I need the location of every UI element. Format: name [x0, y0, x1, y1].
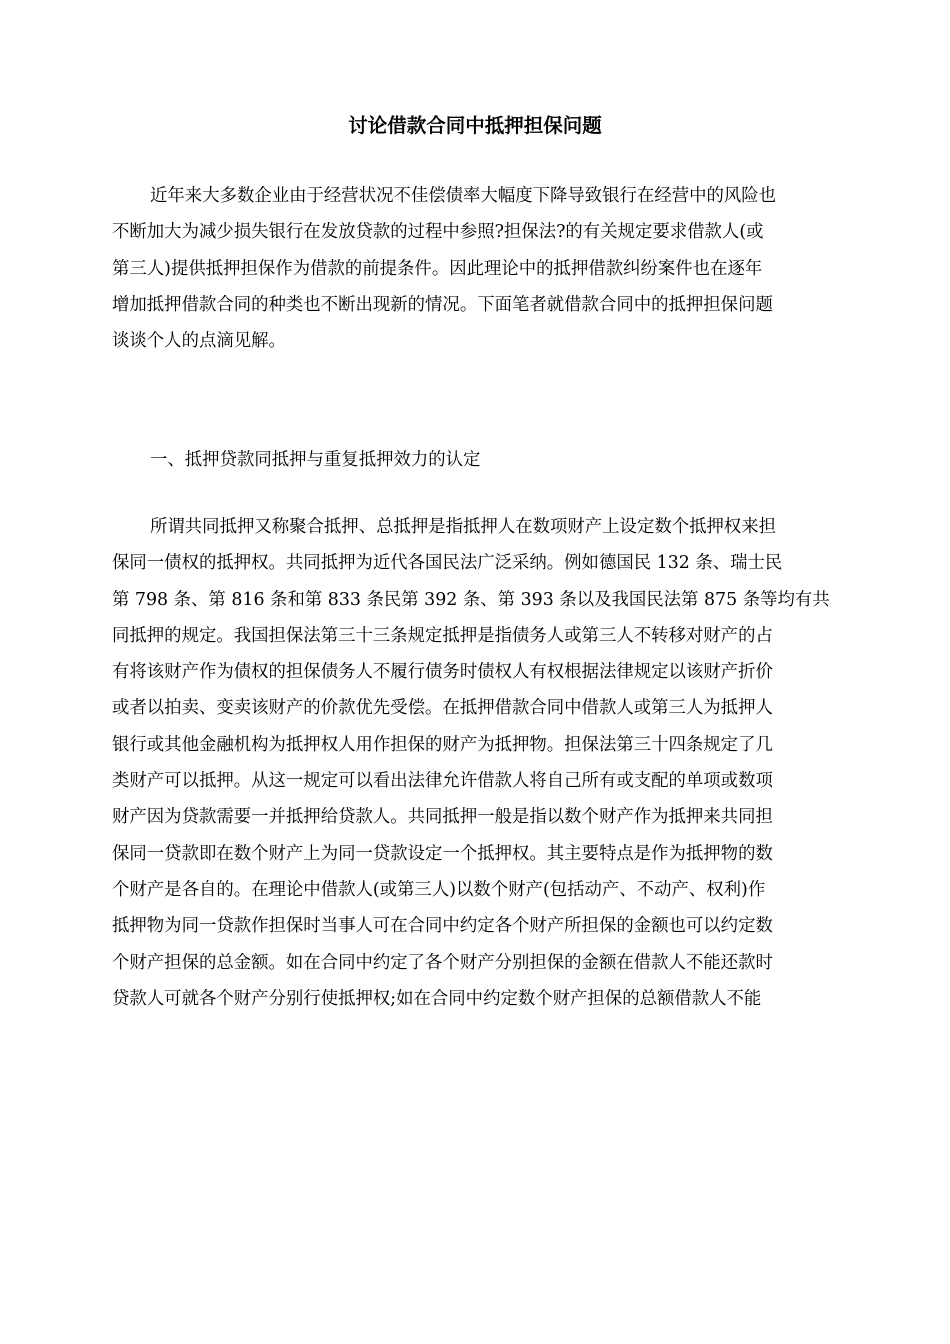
paragraph-line: 银行或其他金融机构为抵押权人用作担保的财产为抵押物。担保法第三十四条规定了几 [112, 734, 773, 755]
section-heading [112, 442, 838, 478]
paragraph-line: 有将该财产作为债权的担保债务人不履行债务时债权人有权根据法律规定以该财产折价 [112, 662, 773, 683]
paragraph-line: 第三人)提供抵押担保作为借款的前提条件。因此理论中的抵押借款纠纷案件也在逐年 [112, 258, 763, 279]
paragraph-line: 增加抵押借款合同的种类也不断出现新的情况。下面笔者就借款合同中的抵押担保问题 [112, 294, 773, 315]
paragraph-line: 个财产是各自的。在理论中借款人(或第三人)以数个财产(包括动产、不动产、权利)作 [112, 879, 766, 900]
paragraph-line: 或者以拍卖、变卖该财产的价款优先受偿。在抵押借款合同中借款人或第三人为抵押人 [112, 698, 773, 719]
paragraph-line: 所谓共同抵押又称聚合抵押、总抵押是指抵押人在数项财产上设定数个抵押权来担 [150, 517, 777, 537]
paragraph-line: 保同一债权的抵押权。共同抵押为近代各国民法广泛采纳。例如德国民 132 条、瑞士民 [112, 553, 783, 574]
paragraph-line: 个财产担保的总金额。如在合同中约定了各个财产分别担保的金额在借款人不能还款时 [112, 952, 773, 973]
section-heading-text: 一、抵押贷款同抵押与重复抵押效力的认定 [150, 450, 481, 470]
paragraph-line: 同抵押的规定。我国担保法第三十三条规定抵押是指债务人或第三人不转移对财产的占 [112, 625, 773, 646]
paragraph-line: 财产因为贷款需要一并抵押给贷款人。共同抵押一般是指以数个财产作为抵押来共同担 [112, 807, 773, 828]
paragraph-line: 保同一贷款即在数个财产上为同一贷款设定一个抵押权。其主要特点是作为抵押物的数 [112, 843, 773, 864]
paragraph-line: 谈谈个人的点滴见解。 [112, 331, 286, 352]
paragraph-line: 近年来大多数企业由于经营状况不佳偿债率大幅度下降导致银行在经营中的风险也 [150, 186, 777, 206]
paragraph-line: 抵押物为同一贷款作担保时当事人可在合同中约定各个财产所担保的金额也可以约定数 [112, 916, 773, 937]
paragraph-line: 第 798 条、第 816 条和第 833 条民第 392 条、第 393 条以及我国民法第 875 条等均有共 [112, 589, 830, 610]
paragraph-line: 贷款人可就各个财产分别行使抵押权;如在合同中约定数个财产担保的总额借款人不能 [112, 988, 762, 1009]
intro-paragraph [112, 178, 838, 359]
document-title: 讨论借款合同中抵押担保问题 [348, 114, 602, 137]
paragraph-line: 类财产可以抵押。从这一规定可以看出法律允许借款人将自己所有或支配的单项或数项 [112, 771, 773, 792]
section-paragraph [112, 509, 838, 1017]
paragraph-line: 不断加大为减少损失银行在发放贷款的过程中参照?担保法?的有关规定要求借款人(或 [112, 222, 764, 243]
